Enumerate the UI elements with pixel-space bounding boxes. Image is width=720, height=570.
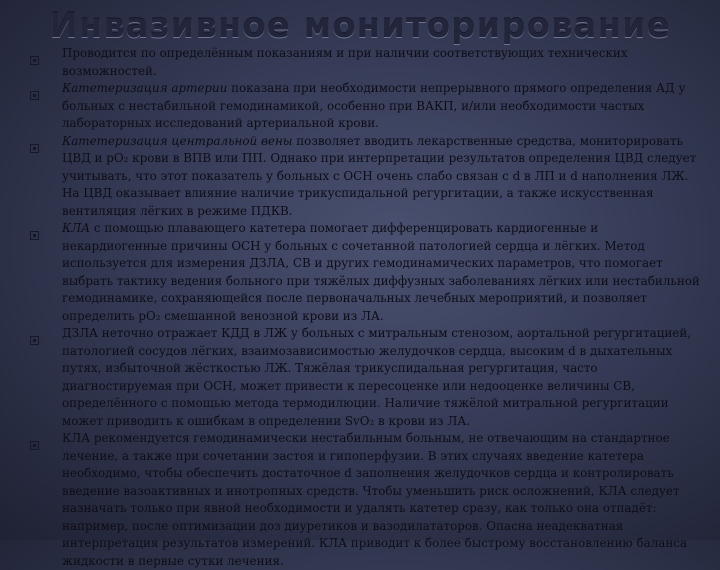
list-item-term: Катетеризация центральной вены [62,133,293,148]
list-item [30,45,706,80]
list-item [30,220,706,325]
list-item [30,325,706,430]
list-item-text: Проводится по определённым показаниям и при наличии соответствующих технических возможностей. [62,46,628,78]
list-item-term: Катетеризация артерии [62,81,228,95]
square-bullet-icon [30,80,62,133]
list-item [30,430,706,570]
list-item-text: КЛА рекомендуется гемодинамически нестабильным больным, не отвечающим на стандартное лечение, а также при сочетании застоя и гипоперфузии. В этих случаях введение катетера необходимо, чтобы обеспечить достаточное d заполнения желудочков сердца и контролировать введение вазоактивных и инотропных средств. Чтобы уменьшить риск осложнений, КЛА следует назначать только при явной необходимости и удалять катетер сразу, как только она отпадёт: например, после оптимизации доз диуретиков и вазодилататоров. Опасна неадекватная интерпретация результатов измерений. КЛА приводит к более быстрому восстановлению баланса жидкости в первые сутки лечения. [62,431,688,568]
bullet-list [30,45,706,570]
square-bullet-icon [30,430,62,570]
list-item [30,133,706,221]
slide-title: Инвазивное мониторирование [49,6,671,46]
list-item-text: КЛА с помощью плавающего катетера помогает дифференцировать кардиогенные и некардиогенные причины ОСН у больных с сочетанной патологией сердца и лёгких. Метод используется для измерения ДЗЛА, СВ и других гемодинамических параметров, что помогает выбрать тактику ведения больного при тяжёлых диффузных заболеваниях лёгких или нестабильной гемодинамике, сохраняющейся после первоначальных лечебных мероприятий, и позволяет определить рО₂ смешанной венозной крови из ЛА. [62,221,700,323]
list-item-text: Катетеризация центральной вены позволяет вводить лекарственные средства, мониторировать ЦВД и рО₂ крови в ВПВ или ПП. Однако при интерпретации результатов определения ЦВД следует учитывать, что этот показатель у больных с ОСН очень слабо связан с d в ЛП и d наполнения ЛЖ. На ЦВД оказывает влияние наличие трикуспидальной регургитации, а также искусственная вентиляция лёгких в режиме ПДКВ. [62,133,697,218]
square-bullet-icon [30,220,62,325]
square-bullet-icon [30,325,62,430]
square-bullet-icon [30,133,62,221]
list-item [30,80,706,133]
square-bullet-icon [30,45,62,80]
list-item-text: Катетеризация артерии показана при необходимости непрерывного прямого определения АД у больных с нестабильной гемодинамикой, особенно при ВАКП, и/или необходимости частых лабораторных исследований артериальной крови. [62,81,686,130]
list-item-text: ДЗЛА неточно отражает КДД в ЛЖ у больных с митральным стенозом, аортальной регургитацией, патологией сосудов лёгких, взаимозависимостью желудочков сердца, высоким d в дыхательных путях, избыточной жёсткостью ЛЖ. Тяжёлая трикуспидальная регургитация, часто диагностируемая при ОСН, может привести к пересоценке или недооценке величины СВ, определённого с помощью метода термодилюции. Наличие тяжёлой митральной регургитации может приводить к ошибкам в определении SvO₂ в крови из ЛА. [62,326,692,428]
list-item-term: КЛА [62,221,91,235]
